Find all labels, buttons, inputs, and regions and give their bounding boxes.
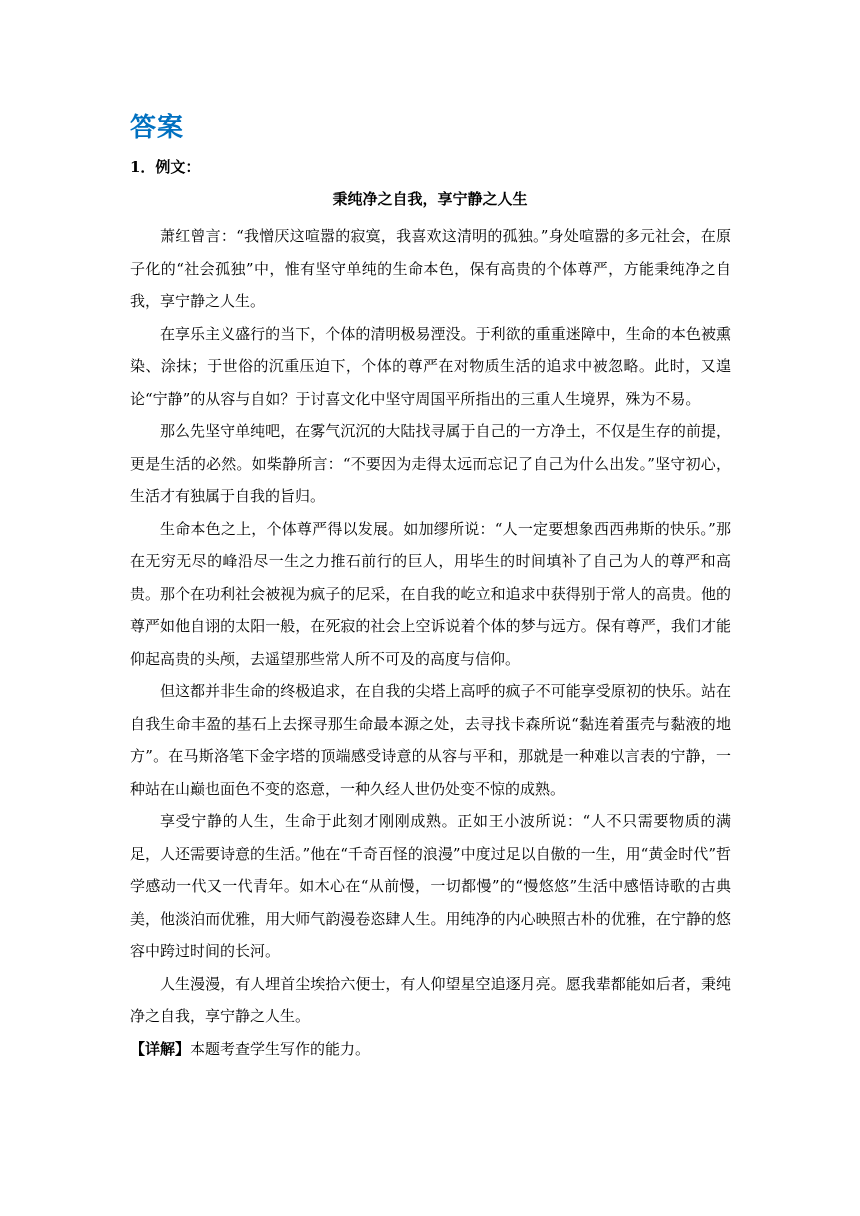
essay-paragraph: 那么先坚守单纯吧，在雾气沉沉的大陆找寻属于自己的一方净土，不仅是生存的前提，更是生活的必然。如柴静所言：“不要因为走得太远而忘记了自己为什么出发。”坚守初心，生活才有独属于自我的旨归。 xyxy=(130,422,731,505)
answer-heading: 答案 xyxy=(130,113,185,143)
essay-paragraph: 人生漫漫，有人埋首尘埃拾六便士，有人仰望星空追逐月亮。愿我辈都能如后者，秉纯净之自我，享宁静之人生。 xyxy=(130,974,731,1025)
essay-paragraph: 但这都并非生命的终极追求，在自我的尖塔上高呼的疯子不可能享受原初的快乐。站在自我生命丰盈的基石上去探寻那生命最本源之处，去寻找卡森所说“黏连着蛋壳与黏液的地方”。在马斯洛笔下金字塔的顶端感受诗意的从容与平和，那就是一种难以言表的宁静，一种站在山巅也面色不变的恣意，一种久经人世仍处变不惊的成熟。 xyxy=(130,682,731,798)
detail-label: 【详解】 xyxy=(130,1039,191,1058)
detail-text: 本题考查学生写作的能力。 xyxy=(190,1039,371,1058)
question-label: 1．例文： xyxy=(130,158,201,176)
essay-paragraph: 享受宁静的人生，生命于此刻才刚刚成熟。正如王小波所说：“人不只需要物质的满足，人还需要诗意的生活。”他在“千奇百怪的浪漫”中度过足以自傲的一生，用“黄金时代”哲学感动一代又一代青年。如木心在“从前慢，一切都慢”的“慢悠悠”生活中感悟诗歌的古典美，他淡泊而优雅，用大师气韵漫卷恣肆人生。用纯净的内心映照古朴的优雅，在宁静的悠容中跨过时间的长河。 xyxy=(130,812,731,960)
essay-paragraph: 萧红曾言：“我憎厌这喧嚣的寂寞，我喜欢这清明的孤独。”身处喧嚣的多元社会，在原子化的“社会孤独”中，惟有坚守单纯的生命本色，保有高贵的个体尊严，方能秉纯净之自我，享宁静之人生。 xyxy=(130,227,731,310)
essay-body xyxy=(130,220,731,1065)
detail-note xyxy=(130,1033,731,1066)
essay-paragraph: 生命本色之上，个体尊严得以发展。如加缪所说：“人一定要想象西西弗斯的快乐。”那在无穷无尽的峰沿尽一生之力推石前行的巨人，用毕生的时间填补了自己为人的尊严和高贵。那个在功利社会被视为疯子的尼采，在自我的屹立和追求中获得别于常人的高贵。他的尊严如他自诩的太阳一般，在死寂的社会上空诉说着个体的梦与远方。保有尊严，我们才能仰起高贵的头颅，去遥望那些常人所不可及的高度与信仰。 xyxy=(130,519,731,668)
essay-title: 秉纯净之自我，享宁静之人生 xyxy=(332,190,528,208)
essay-paragraph: 在享乐主义盛行的当下，个体的清明极易湮没。于利欲的重重迷障中，生命的本色被熏染、涂抹；于世俗的沉重压迫下，个体的尊严在对物质生活的追求中被忽略。此时，又遑论“宁静”的从容与自如？于讨喜文化中坚守周国平所指出的三重人生境界，殊为不易。 xyxy=(130,324,731,408)
